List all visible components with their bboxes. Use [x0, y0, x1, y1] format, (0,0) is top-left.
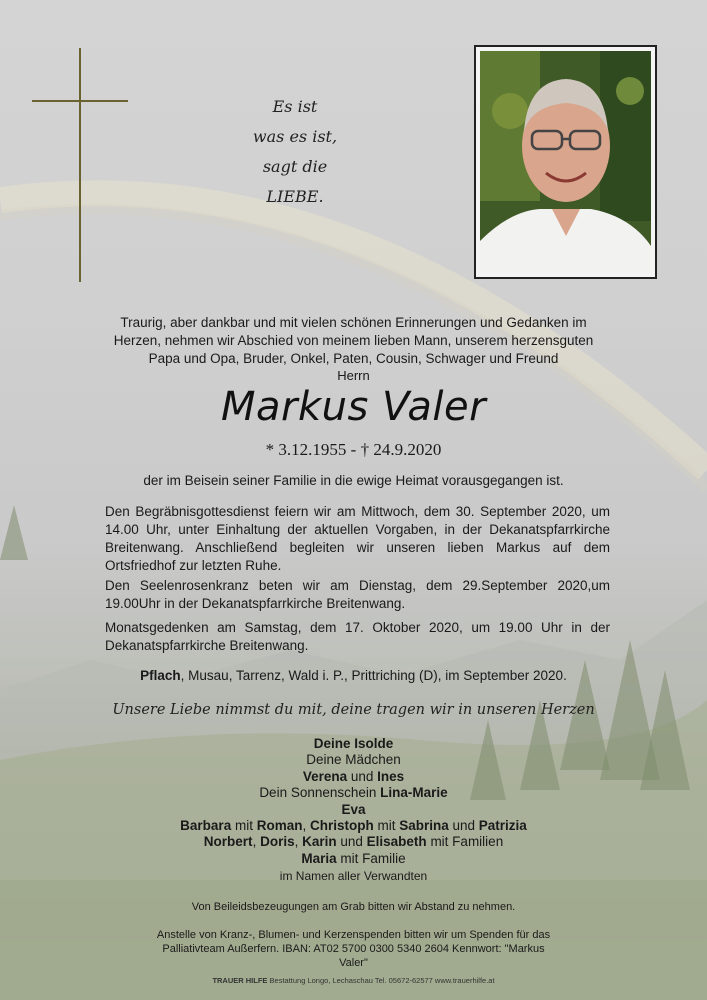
- memorial-info: Monatsgedenken am Samstag, dem 17. Oktober 2020, um 19.00 Uhr in der Dekanatspfarrkirche Breitenwang.: [105, 620, 610, 653]
- family-member: Eva: [341, 801, 366, 817]
- family-member: Lina-Marie: [380, 785, 448, 801]
- intro-line: Herzen, nehmen wir Abschied von meinem lieben Mann, unserem herzensguten: [113, 333, 594, 348]
- intro-text: [80, 314, 627, 368]
- family-connector: mit Familie: [336, 850, 406, 866]
- rosary-info: Den Seelenrosenkranz beten wir am Dienstag, dem 29.September 2020,um 19.00Uhr in der Dekanatspfarrkirche Breitenwang.: [105, 578, 610, 611]
- quote-line: LIEBE.: [266, 187, 324, 206]
- footer: [0, 976, 707, 985]
- family-member: Ines: [377, 768, 405, 784]
- family-connector: und: [448, 818, 479, 834]
- condolence-note: Von Beileidsbezeugungen am Grab bitten wir Abstand zu nehmen.: [191, 901, 516, 913]
- family-member: Karin: [302, 834, 337, 850]
- intro-line: Papa und Opa, Bruder, Onkel, Paten, Cousin, Schwager und Freund: [148, 351, 559, 366]
- family-member: Deine Isolde: [313, 736, 394, 751]
- family-member: Roman: [256, 818, 303, 834]
- family-member: Verena: [302, 768, 348, 784]
- family-connector: und: [336, 834, 367, 850]
- quote-line: Es ist: [272, 97, 318, 116]
- life-dates: * 3.12.1955 - † 24.9.2020: [265, 440, 442, 459]
- family-member: Christoph: [309, 818, 374, 834]
- family-member: Deine Mädchen: [306, 752, 401, 768]
- donation-note: Anstelle von Kranz-, Blumen- und Kerzenspenden bitten wir um Spenden für das Palliativteam Außerfern. IBAN: AT02 5700 0300 5340 2604 Kennwort: "Markus Valer": [156, 929, 551, 969]
- intro-line: Traurig, aber dankbar und mit vielen schönen Erinnerungen und Gedanken im: [120, 315, 587, 330]
- family-member: Elisabeth: [366, 834, 427, 850]
- quote-line: was es ist,: [252, 127, 338, 146]
- family-connector: ,: [302, 818, 310, 834]
- family-member: Barbara: [180, 818, 232, 834]
- footer-text: Bestattung Longo, Lechaschau Tel. 05672-62577 www.trauerhilfe.at: [267, 976, 495, 985]
- family-connector: mit: [373, 818, 400, 834]
- motto: Unsere Liebe nimmst du mit, deine tragen wir in unseren Herzen: [112, 702, 595, 718]
- family-connector: mit Familien: [426, 834, 504, 850]
- place-date: [0, 668, 707, 683]
- deceased-name: Markus Valer: [220, 384, 487, 430]
- quote: [215, 92, 375, 212]
- family-member: Norbert: [203, 834, 253, 850]
- salutation: Herrn: [337, 368, 370, 383]
- place-town: Pflach: [140, 668, 181, 683]
- family-member: Sabrina: [399, 818, 449, 834]
- passing-statement: der im Beisein seiner Familie in die ewige Heimat vorausgegangen ist.: [143, 473, 564, 488]
- family-connector: Dein Sonnenschein: [259, 785, 381, 801]
- cross-icon: [32, 48, 128, 282]
- family-connector: mit: [231, 818, 257, 834]
- family-member: Maria: [301, 850, 337, 866]
- family-list: [0, 736, 707, 885]
- family-connector: ,: [294, 834, 303, 850]
- footer-brand: TRAUER HILFE: [212, 976, 268, 985]
- family-connector: und: [347, 768, 378, 784]
- family-member: Patrizia: [478, 818, 527, 834]
- place-rest: , Musau, Tarrenz, Wald i. P., Prittriching (D), im September 2020.: [180, 668, 567, 683]
- funeral-info: Den Begräbnisgottesdienst feiern wir am Mittwoch, dem 30. September 2020, um 14.00 Uhr, unter Einhaltung der aktuellen Vorgaben, in der Dekanatspfarrkirche Breitenwang. Anschließend begleiten wir unseren lieben Markus auf dem Ortsfriedhof zur letzten Ruhe.: [105, 504, 610, 573]
- family-connector: ,: [252, 834, 261, 850]
- portrait-image: [480, 51, 651, 273]
- family-closing: im Namen aller Verwandten: [279, 869, 428, 884]
- quote-line: sagt die: [262, 157, 328, 176]
- portrait-photo: [474, 45, 657, 279]
- family-member: Doris: [260, 834, 295, 850]
